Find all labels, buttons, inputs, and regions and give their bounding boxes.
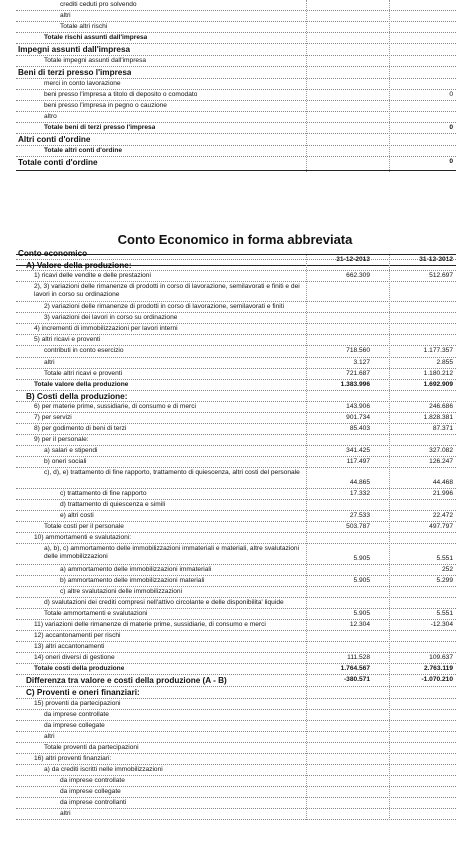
row-label: a) da crediti iscritti nelle immobilizzazioni — [44, 766, 163, 773]
column-divider-top-2 — [389, 0, 390, 172]
value-2012: 1.180.212 — [423, 370, 453, 377]
value-2012: 1.692.909 — [423, 381, 453, 388]
row-label: da imprese collegate — [44, 722, 105, 729]
row-label: A) Valore della produzione: — [26, 261, 132, 270]
row-label: 9) per il personale: — [34, 436, 89, 443]
value-2012: 1.828.381 — [423, 414, 453, 421]
table-row — [16, 44, 456, 56]
value-2012: 126.247 — [429, 458, 453, 465]
row-label: Totale costi per il personale — [44, 523, 124, 530]
value-2012: 252 — [441, 566, 453, 573]
table-row — [16, 576, 456, 587]
table-row — [16, 79, 456, 90]
table-row — [16, 56, 456, 67]
row-label: B) Costi della produzione: — [26, 392, 128, 401]
table-row — [16, 391, 456, 402]
value-2013: 12.304 — [349, 621, 370, 628]
row-label: Totale beni di terzi presso l'impresa — [44, 124, 156, 131]
value-2013: 503.787 — [346, 523, 370, 530]
table-row — [16, 710, 456, 721]
value-2013: 1.383.996 — [340, 381, 370, 388]
table-row — [16, 380, 456, 391]
value-2013: 143.906 — [346, 403, 370, 410]
col-2012-header: 31-12-2012 — [419, 256, 453, 263]
row-label: Differenza tra valore e costi della produzione (A - B) — [26, 676, 227, 685]
row-label: merci in conto lavorazione — [44, 80, 121, 87]
table-row — [16, 90, 456, 101]
value-2012: 0 — [449, 158, 453, 165]
table-row — [16, 22, 456, 33]
row-label: d) trattamento di quiescenza e simili — [60, 501, 166, 508]
value-2012: 44.468 — [432, 479, 453, 486]
value-2012: 497.797 — [429, 523, 453, 530]
table-row — [16, 609, 456, 620]
row-label: beni presso l'impresa a titolo di deposito o comodato — [44, 91, 198, 98]
table-row — [16, 358, 456, 369]
row-label: 8) per godimento di beni di terzi — [34, 425, 127, 432]
table-row — [16, 413, 456, 424]
table-row — [16, 533, 456, 544]
table-row — [16, 721, 456, 732]
row-label: a) ammortamento delle immobilizzazioni immateriali — [60, 566, 212, 573]
value-2013: 117.497 — [346, 458, 370, 465]
row-label: altri — [44, 733, 55, 740]
table-row — [16, 489, 456, 500]
row-label: 2), 3) variazioni delle rimanenze di prodotti in corso di lavorazione, semilavorati e finiti e dei lavori in corso su ordinazione — [34, 283, 300, 298]
row-label: Totale conti d'ordine — [18, 158, 98, 167]
value-2013: 17.332 — [349, 490, 370, 497]
row-label: 11) variazioni delle rimanenze di materie prime, sussidiarie, di consumo e merci — [34, 621, 266, 628]
value-2012: -1.070.210 — [421, 676, 453, 683]
row-label: 13) altri accantonamenti — [34, 643, 105, 650]
table-row — [16, 11, 456, 22]
value-2013: 5.905 — [353, 610, 370, 617]
table-row — [16, 765, 456, 776]
row-label: contributi in conto esercizio — [44, 347, 124, 354]
table-row — [16, 699, 456, 710]
value-2012: 87.371 — [432, 425, 453, 432]
value-2012: -12.304 — [430, 621, 453, 628]
value-2012: 327.082 — [429, 447, 453, 454]
row-label: Totale altri conti d'ordine — [44, 147, 123, 154]
table-row — [16, 776, 456, 787]
table-row — [16, 146, 456, 157]
value-2013: 1.764.567 — [340, 665, 370, 672]
table-row — [16, 335, 456, 346]
table-row — [16, 346, 456, 358]
value-2013: -380.571 — [343, 676, 370, 683]
column-divider-1 — [306, 255, 307, 820]
table-row — [16, 653, 456, 664]
value-2012: 5.299 — [436, 577, 453, 584]
row-label: Totale rischi assunti dall'impresa — [44, 34, 148, 41]
row-label: d) svalutazioni dei crediti compresi nell'attivo circolante e delle disponibilita' liquide — [44, 599, 284, 606]
table-row — [16, 402, 456, 413]
value-2013: 3.127 — [353, 359, 370, 366]
table-row — [16, 260, 456, 271]
table-row — [16, 598, 456, 609]
row-label: 1) ricavi delle vendite e delle prestazioni — [34, 272, 151, 279]
row-label: Totale impegni assunti dall'impresa — [44, 57, 147, 64]
value-2012: 246.686 — [429, 403, 453, 410]
value-2013: 111.528 — [347, 654, 370, 661]
value-2013: 718.560 — [346, 347, 370, 354]
table-row — [16, 675, 456, 687]
value-2012: 21.996 — [432, 490, 453, 497]
row-label: a) salari e stipendi — [44, 447, 98, 454]
table-row — [16, 101, 456, 112]
value-2013: 901.734 — [346, 414, 370, 421]
row-label: altri — [60, 12, 71, 19]
row-label: beni presso l'impresa in pegno o cauzione — [44, 102, 167, 109]
value-2013: 5.905 — [353, 555, 370, 562]
row-label: b) oneri sociali — [44, 458, 87, 465]
table-row — [16, 809, 456, 820]
table-row — [16, 435, 456, 446]
row-label: Totale ammortamenti e svalutazioni — [44, 610, 148, 617]
table-row — [16, 313, 456, 324]
value-2012: 5.551 — [436, 555, 453, 562]
table-row — [16, 798, 456, 809]
table-row — [16, 743, 456, 754]
column-divider-top-1 — [306, 0, 307, 172]
row-label: 6) per materie prime, sussidiarie, di consumo e di merci — [34, 403, 196, 410]
table-row — [16, 511, 456, 522]
table-row — [16, 787, 456, 798]
value-2012: 0 — [449, 91, 453, 98]
table-row — [16, 67, 456, 79]
row-label: Totale altri rischi — [60, 23, 108, 30]
table-row — [16, 302, 456, 313]
value-2012: 1.177.357 — [423, 347, 453, 354]
row-label: 14) oneri diversi di gestione — [34, 654, 115, 661]
row-label: altro — [44, 113, 57, 120]
page-title: Conto Economico in forma abbreviata — [117, 232, 353, 247]
value-2012: 2.763.119 — [424, 665, 453, 672]
row-label: Beni di terzi presso l'impresa — [18, 68, 132, 77]
row-label: altri — [60, 810, 71, 817]
table-row — [16, 642, 456, 653]
row-label: da imprese controllate — [60, 777, 125, 784]
table-row — [16, 369, 456, 380]
row-label: da imprese controllanti — [60, 799, 127, 806]
row-label: Totale altri ricavi e proventi — [44, 370, 123, 377]
table-row — [16, 123, 456, 134]
row-label: C) Proventi e oneri finanziari: — [26, 688, 140, 697]
row-label: c) altre svalutazioni delle immobilizzazioni — [60, 588, 183, 595]
row-label: Totale valore della produzione — [34, 381, 129, 388]
table-row — [16, 446, 456, 457]
value-2012: 109.637 — [429, 654, 453, 661]
value-2012: 512.697 — [429, 272, 453, 279]
table-row — [16, 424, 456, 435]
table-row — [16, 282, 456, 302]
row-label: b) ammortamento delle immobilizzazioni materiali — [60, 577, 205, 584]
table-row — [16, 33, 456, 44]
col-2013-header: 31-12-2013 — [336, 256, 370, 263]
table-row — [16, 620, 456, 631]
row-label: Conto economico — [18, 249, 88, 258]
row-label: da imprese controllate — [44, 711, 109, 718]
row-label: 4) incrementi di immobilizzazioni per lavori interni — [34, 325, 178, 332]
table-row — [16, 544, 456, 565]
table-row — [16, 500, 456, 511]
row-label: crediti ceduti pro solvendo — [60, 1, 137, 8]
table-row — [16, 324, 456, 335]
row-label: 10) ammortamenti e svalutazioni: — [34, 534, 132, 541]
table-row — [16, 157, 456, 171]
row-label: c), d), e) trattamento di fine rapporto, trattamento di quiescenza, altri costi del personale — [44, 469, 300, 476]
table-row — [16, 468, 456, 489]
table-row — [16, 112, 456, 123]
row-label: Altri conti d'ordine — [18, 135, 91, 144]
value-2013: 721.687 — [346, 370, 370, 377]
table-row — [16, 0, 456, 11]
value-2012: 2.855 — [436, 359, 453, 366]
table-row — [16, 134, 456, 146]
value-2012: 5.551 — [436, 610, 453, 617]
table-row — [16, 687, 456, 699]
row-label: c) trattamento di fine rapporto — [60, 490, 147, 497]
row-label: 7) per servizi — [34, 414, 72, 421]
value-2013: 341.425 — [346, 447, 370, 454]
value-2013: 85.403 — [349, 425, 370, 432]
table-row — [16, 248, 456, 260]
table-row — [16, 522, 456, 533]
table-row — [16, 754, 456, 765]
row-label: 16) altri proventi finanziari: — [34, 755, 112, 762]
table-row — [16, 565, 456, 576]
value-2013: 27.533 — [349, 512, 370, 519]
value-2012: 22.472 — [432, 512, 453, 519]
row-label: Totale proventi da partecipazioni — [44, 744, 139, 751]
row-label: e) altri costi — [60, 512, 94, 519]
row-label: 3) variazioni dei lavori in corso su ordinazione — [44, 314, 178, 321]
row-label: 12) accantonamenti per rischi — [34, 632, 121, 639]
value-2013: 5.905 — [353, 577, 370, 584]
table-row — [16, 587, 456, 598]
row-label: Impegni assunti dall'impresa — [18, 45, 131, 54]
row-label: da imprese collegate — [60, 788, 121, 795]
row-label: 2) variazioni delle rimanenze di prodotti in corso di lavorazione, semilavorati e finiti — [44, 303, 285, 310]
table-row — [16, 271, 456, 282]
value-2012: 0 — [449, 124, 453, 131]
row-label: Totale costi della produzione — [34, 665, 125, 672]
table-row — [16, 664, 456, 675]
value-2013: 662.309 — [346, 272, 370, 279]
column-divider-2 — [389, 255, 390, 820]
value-2013: 44.865 — [349, 479, 370, 486]
row-label: altri — [44, 359, 55, 366]
table-row — [16, 732, 456, 743]
table-row — [16, 457, 456, 468]
row-label: a), b), c) ammortamento delle immobilizzazioni immateriali e materiali, altre svalutazioni delle immobilizzazioni — [44, 545, 300, 560]
row-label: 15) proventi da partecipazioni — [34, 700, 121, 707]
row-label: 5) altri ricavi e proventi — [34, 336, 101, 343]
table-row — [16, 631, 456, 642]
